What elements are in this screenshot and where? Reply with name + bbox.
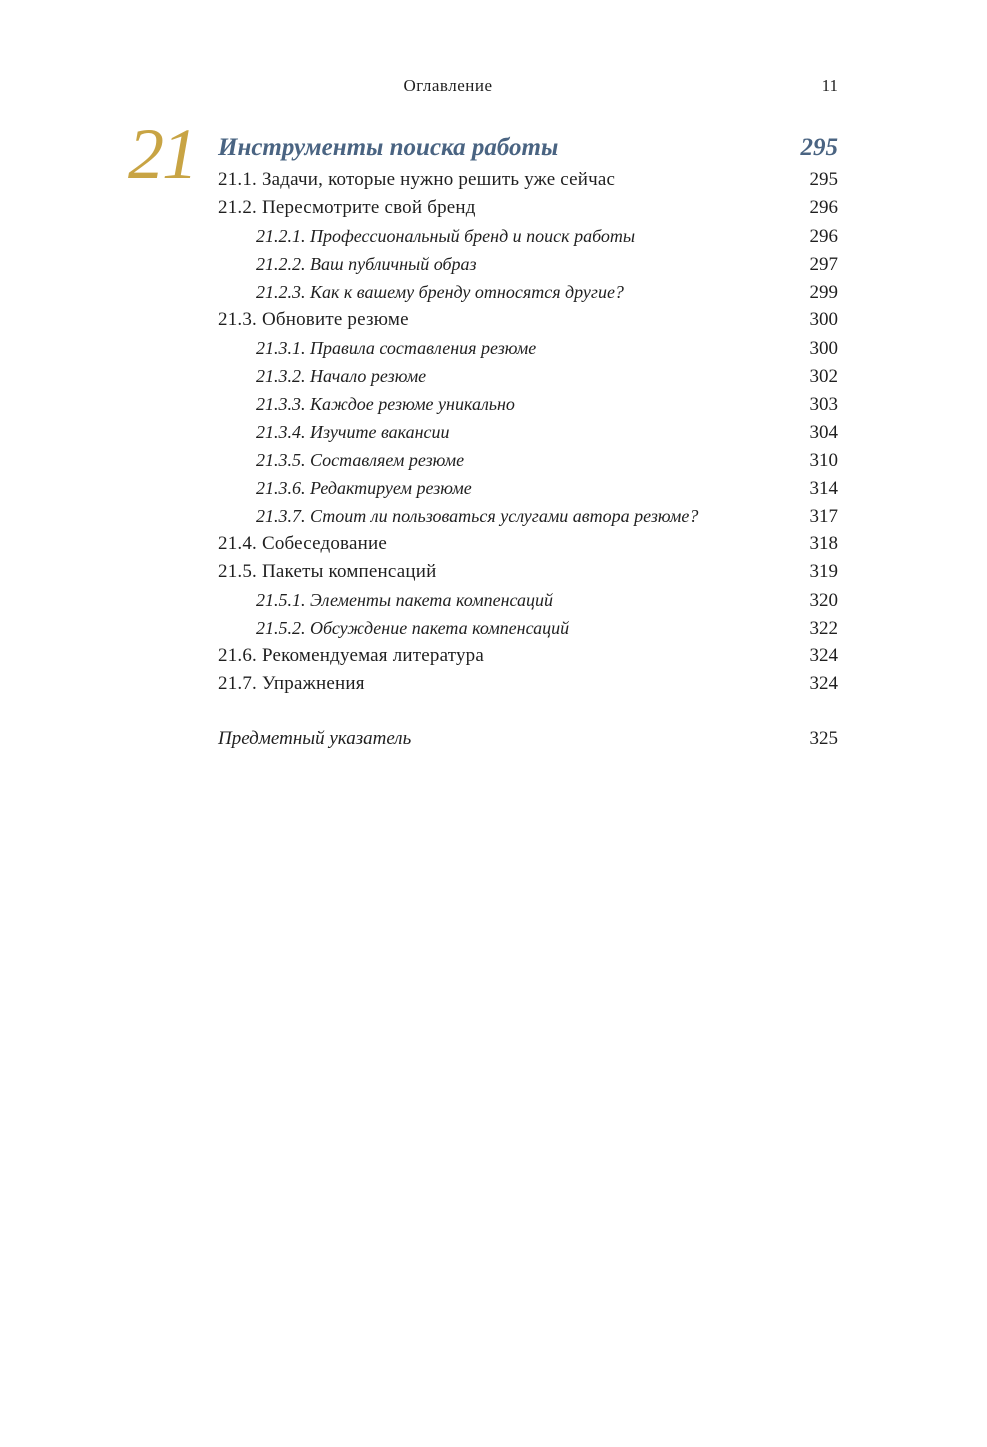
toc-entry[interactable] [218,530,838,558]
toc-subentry[interactable] [218,390,838,418]
toc-entry-page: 319 [809,561,838,582]
index-page: 325 [809,728,838,749]
toc-subentry[interactable] [218,502,838,530]
toc-subentry-label: 21.5.1. Элементы пакета компенсаций [256,590,554,610]
toc-subentry-page: 320 [809,590,838,611]
toc-subentry-page: 322 [809,618,838,639]
toc-subentry-label: 21.3.2. Начало резюме [256,366,427,386]
toc-entry[interactable] [218,558,838,586]
toc-entry[interactable] [218,194,838,222]
table-of-contents [218,130,838,753]
toc-entry[interactable] [218,642,838,670]
toc-subentry-page: 303 [809,394,838,415]
toc-subentry[interactable] [218,278,838,306]
toc-chapter-entry[interactable] [218,130,838,166]
toc-subentry-page: 296 [809,226,838,247]
toc-entry-label: 21.5. Пакеты компенсаций [218,561,437,582]
toc-entry-page: 324 [809,673,838,694]
toc-entry[interactable] [218,166,838,194]
toc-entry-page: 300 [809,309,838,330]
toc-subentry[interactable] [218,586,838,614]
toc-subentry-label: 21.3.1. Правила составления резюме [256,338,537,358]
toc-subentry-page: 299 [809,282,838,303]
chapter-title: Инструменты поиска работы [218,134,559,161]
running-page-number: 11 [821,76,838,95]
toc-entry-label: 21.2. Пересмотрите свой бренд [218,197,476,218]
toc-entry-page: 296 [809,197,838,218]
toc-subentry-label: 21.5.2. Обсуждение пакета компенсаций [256,618,570,638]
running-title: Оглавление [403,76,493,95]
toc-entry-label: 21.7. Упражнения [218,673,365,694]
chapter-number: 21 [128,114,196,194]
toc-entry-label: 21.1. Задачи, которые нужно решить уже сейчас [218,169,616,190]
toc-subentry-label: 21.3.4. Изучите вакансии [256,422,450,442]
toc-index-entry[interactable] [218,725,838,753]
toc-subentry[interactable] [218,418,838,446]
toc-subentry-page: 300 [809,338,838,359]
toc-subentry-label: 21.2.3. Как к вашему бренду относятся другие? [256,282,624,302]
toc-entry-page: 324 [809,645,838,666]
chapter-page: 295 [800,134,838,161]
toc-subentry-page: 314 [809,478,838,499]
toc-subentry[interactable] [218,446,838,474]
toc-entry-page: 295 [809,169,838,190]
running-head [218,76,838,100]
toc-subentry-label: 21.2.2. Ваш публичный образ [256,254,477,274]
index-label: Предметный указатель [218,728,412,749]
toc-subentry-page: 297 [809,254,838,275]
toc-subentry-label: 21.3.5. Составляем резюме [256,450,465,470]
toc-subentry[interactable] [218,362,838,390]
toc-subentry-page: 317 [809,506,838,527]
toc-subentry-label: 21.3.6. Редактируем резюме [256,478,472,498]
toc-entry-page: 318 [809,533,838,554]
toc-subentry-page: 302 [809,366,838,387]
toc-subentry-label: 21.3.7. Стоит ли пользоваться услугами автора резюме? [256,506,699,526]
toc-entry[interactable] [218,306,838,334]
toc-entry-label: 21.6. Рекомендуемая литература [218,645,485,666]
toc-subentry[interactable] [218,474,838,502]
toc-subentry-label: 21.3.3. Каждое резюме уникально [256,394,515,414]
toc-subentry[interactable] [218,614,838,642]
toc-subentry[interactable] [218,222,838,250]
toc-subentry-page: 304 [809,422,838,443]
toc-entry-label: 21.3. Обновите резюме [218,309,409,330]
toc-entry-label: 21.4. Собеседование [218,533,387,554]
toc-subentry[interactable] [218,250,838,278]
toc-subentry[interactable] [218,334,838,362]
toc-entry[interactable] [218,670,838,698]
toc-subentry-page: 310 [809,450,838,471]
toc-subentry-label: 21.2.1. Профессиональный бренд и поиск работы [256,226,636,246]
